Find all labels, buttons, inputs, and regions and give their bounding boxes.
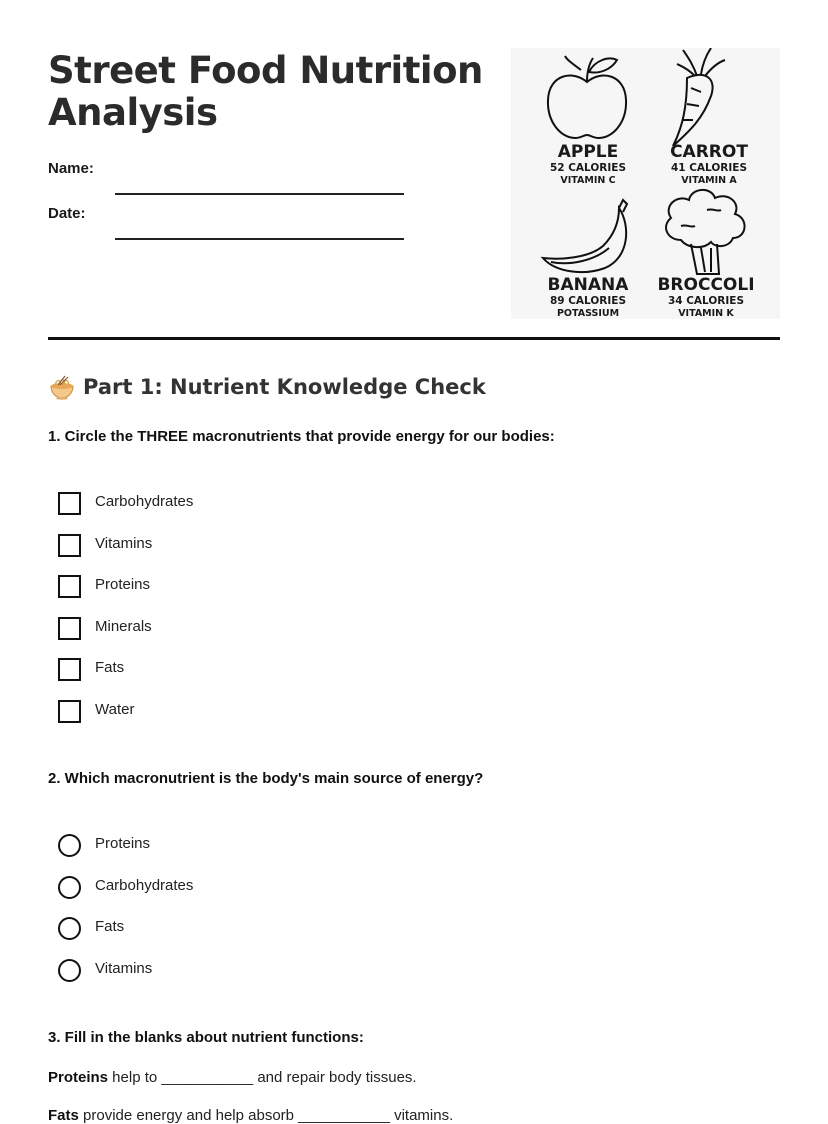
- checkbox[interactable]: [58, 575, 81, 598]
- checkbox[interactable]: [58, 658, 81, 681]
- checkbox-option[interactable]: [58, 492, 458, 534]
- section-title-text: Part 1: Nutrient Knowledge Check: [83, 375, 486, 399]
- option-label: Water: [95, 700, 135, 718]
- radio-button[interactable]: [58, 917, 81, 940]
- food-vitamin: VITAMIN K: [678, 308, 734, 319]
- apple-icon: [548, 56, 626, 138]
- checkbox[interactable]: [58, 492, 81, 515]
- checkbox-option[interactable]: [58, 617, 458, 659]
- name-input-line[interactable]: [115, 178, 404, 195]
- radio-button[interactable]: [58, 834, 81, 857]
- option-label: Fats: [95, 659, 125, 676]
- food-label-broccoli: [639, 276, 773, 319]
- radio-option[interactable]: [58, 834, 458, 876]
- worksheet-header: [48, 48, 780, 320]
- option-label: Carbohydrates: [95, 876, 194, 894]
- section-title-part1: [48, 373, 486, 401]
- checkbox-option[interactable]: [58, 700, 458, 742]
- radio-button[interactable]: [58, 959, 81, 982]
- question-2: 2. Which macronutrient is the body's main source of energy?: [48, 770, 484, 787]
- radio-button[interactable]: [58, 876, 81, 899]
- food-calories: 34 CALORIES: [667, 295, 745, 307]
- broccoli-icon: [666, 190, 745, 274]
- fill-text: help to ___________ and repair body tissues.: [108, 1069, 417, 1086]
- food-calories: 89 CALORIES: [549, 295, 627, 307]
- food-vitamin: POTASSIUM: [556, 308, 620, 319]
- checkbox-option[interactable]: [58, 575, 458, 617]
- page-title: Street Food Nutrition Analysis: [48, 49, 483, 134]
- food-vitamin: VITAMIN C: [560, 175, 616, 186]
- fill-term: Proteins: [48, 1069, 109, 1086]
- radio-option[interactable]: [58, 876, 458, 918]
- question-1-options: [58, 492, 458, 741]
- food-illustration: [511, 48, 780, 319]
- fill-blank-line-2[interactable]: [48, 1107, 453, 1124]
- worksheet-page: [48, 0, 780, 1124]
- option-label: Vitamins: [95, 959, 153, 977]
- checkbox[interactable]: [58, 534, 81, 557]
- header-divider: [48, 337, 780, 340]
- option-label: Proteins: [95, 835, 151, 852]
- fill-term: Fats: [48, 1107, 79, 1124]
- checkbox[interactable]: [58, 700, 81, 723]
- food-label-apple: [521, 143, 655, 187]
- food-name: CARROT: [670, 142, 748, 162]
- option-label: Proteins: [95, 576, 151, 593]
- noodle-bowl-icon: [48, 373, 76, 401]
- fill-text: provide energy and help absorb ___________ vitamins.: [78, 1107, 454, 1124]
- checkbox-option[interactable]: [58, 658, 458, 700]
- checkbox-option[interactable]: [58, 534, 458, 576]
- radio-option[interactable]: [58, 917, 458, 959]
- option-label: Vitamins: [95, 534, 153, 552]
- question-1: 1. Circle the THREE macronutrients that provide energy for our bodies:: [48, 428, 555, 445]
- food-label-carrot: [642, 143, 776, 187]
- name-field: [48, 160, 408, 190]
- food-calories: 52 CALORIES: [549, 162, 627, 174]
- banana-icon: [543, 200, 627, 272]
- date-field: [48, 205, 408, 235]
- date-input-line[interactable]: [115, 223, 404, 240]
- food-name: APPLE: [557, 142, 619, 162]
- name-label: Name:: [48, 160, 94, 177]
- date-label: Date:: [48, 205, 86, 222]
- food-name: BANANA: [547, 275, 629, 295]
- question-2-options: [58, 834, 458, 1000]
- option-label: Carbohydrates: [95, 493, 194, 510]
- radio-option[interactable]: [58, 959, 458, 1001]
- food-label-banana: [521, 276, 655, 319]
- fill-blank-line-1[interactable]: [48, 1069, 417, 1086]
- checkbox[interactable]: [58, 617, 81, 640]
- option-label: Fats: [95, 918, 125, 935]
- option-label: Minerals: [95, 617, 152, 635]
- question-3: 3. Fill in the blanks about nutrient functions:: [48, 1029, 364, 1046]
- food-calories: 41 CALORIES: [670, 162, 748, 174]
- food-vitamin: VITAMIN A: [681, 175, 737, 186]
- carrot-icon: [673, 48, 725, 146]
- food-name: BROCCOLI: [657, 275, 755, 295]
